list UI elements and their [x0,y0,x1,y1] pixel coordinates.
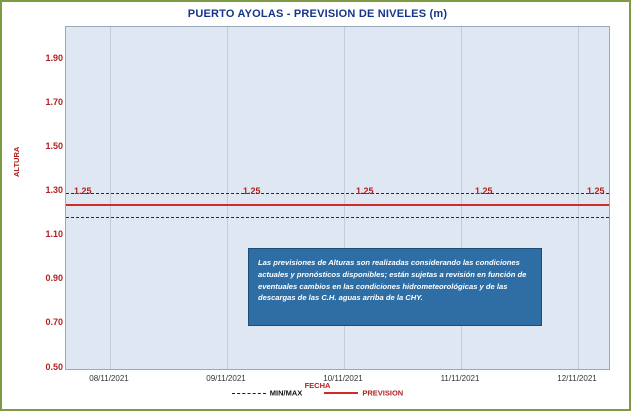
chart-title: PUERTO AYOLAS - PREVISION DE NIVELES (m) [187,8,448,20]
data-label: 1.25 [475,186,493,196]
legend-label: PREVISION [362,388,404,398]
x-tick-label: 10/11/2021 [323,374,363,383]
data-label: 1.25 [587,186,605,196]
y-tick-label: 0.90 [45,273,63,283]
minmax-min-line [66,217,609,218]
dashed-line-icon [232,393,266,394]
legend-item-prevision [324,388,403,398]
y-tick-label: 1.90 [45,53,63,63]
x-tick-label: 09/11/2021 [206,374,246,383]
data-label: 1.25 [74,186,92,196]
chart-legend [2,388,631,398]
y-axis-title: ALTURA [12,146,21,177]
prevision-line [66,204,609,206]
gridline-vertical [578,27,579,369]
x-axis-title: FECHA [304,381,331,390]
legend-item-minmax [232,388,303,398]
y-tick-label: 0.70 [45,317,63,327]
gridline-vertical [227,27,228,369]
legend-label: MIN/MAX [269,388,303,398]
y-tick-label: 1.50 [45,141,63,151]
x-tick-label: 08/11/2021 [89,374,129,383]
y-tick-label: 0.50 [45,362,63,372]
gridline-vertical [110,27,111,369]
data-label: 1.25 [243,186,261,196]
y-tick-label: 1.30 [45,185,63,195]
data-label: 1.25 [356,186,374,196]
x-tick-label: 11/11/2021 [440,374,480,383]
x-tick-label: 12/11/2021 [557,374,597,383]
y-tick-label: 1.70 [45,97,63,107]
minmax-max-line [66,193,609,194]
solid-line-icon [324,392,358,394]
annotation-note: Las previsiones de Alturas son realizadas considerando las condiciones actuales y pronósticos disponibles; están sujetas a revisión en función de eventuales cambios en las condiciones hidrometeorológicas y de las descargas de las C.H. aguas arriba de la CHY. [248,248,542,326]
y-tick-label: 1.10 [45,229,63,239]
